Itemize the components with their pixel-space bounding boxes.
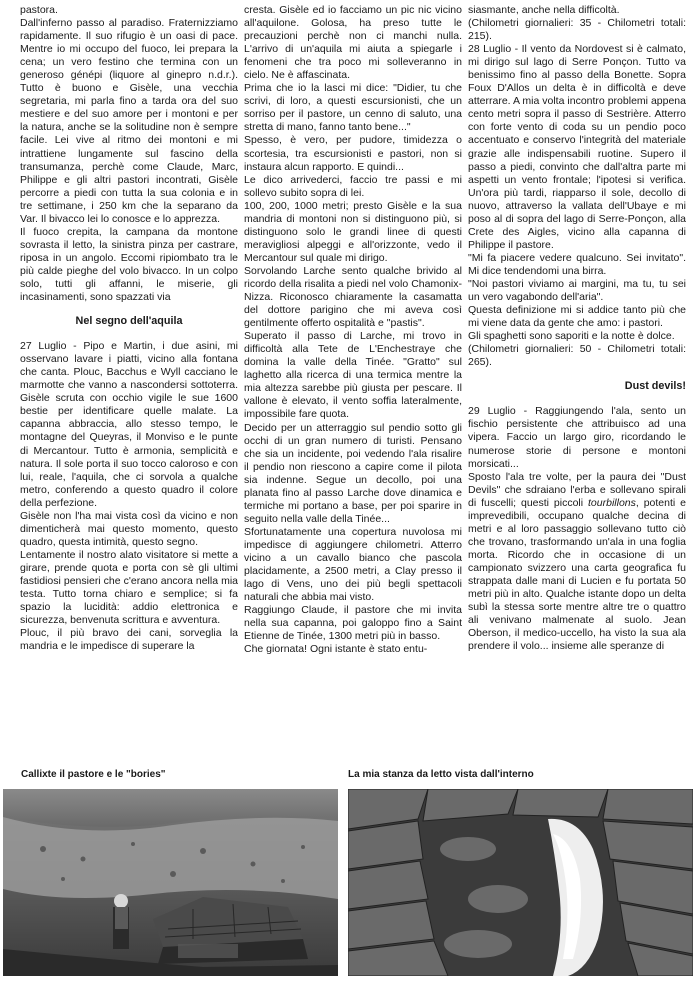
paragraph: 28 Luglio - Il vento da Nordovest si è calmato, mi dirigo sul lago di Serre Ponçon. Tutto va benissimo fino al passo della Bonette. Sopra Foux D'Allos un delta è in difficoltà e deve atterrare. A mia volta incontro problemi appena cento metri sopra il passo di Sestrière. Atterro con forte vento di coda su un pendio poco accentuato e conservo l'integrità del materiale grazie alle indispensabili ruotine. Supero il passo a piedi, convinto che dall'altra parte mi aspetti un vento frontale; l'ipotesi si verifica. Un'ora più tardi, riapparso il sole, decollo di nuovo, attraverso la vallata dell'Ubaye e mi poso al di sopra del lago di Serre-Ponçon, alla Crete des Aigles, vicino alla capanna di Philippe il pastore. (468, 43, 686, 251)
paragraph: siasmante, anche nella difficoltà. (468, 4, 620, 16)
text-run: Sposto l'ala tre volte, per la paura dei "Dust Devils" che sdraiano l'erba e sollevano spirali di fuscelli; questi piccoli (468, 470, 686, 509)
stone-hut-interior-photo-image (348, 789, 693, 976)
paragraph: Dall'inferno passo al paradiso. Fraternizziamo rapidamente. Il suo rifugio è un oasi di pace. Mentre io mi occupo del fuoco, lei prepara la cena; un vero festino che termina con un generoso génépi (liquore al ginepro n.d.r.). Tutto è buono e Gisèle, una vecchia segretaria, mi parla fino a tarda ora del suo mestiere e del suo amore per i montoni e per la natura, anche se la solitudine non è sempre facile. Lei vive al ritmo dei montoni e mi intrattiene lungamente sul fascino della transumanza, perchè come Claude, Marc, Philippe e gli altri pastori incontrati, Gisèle percorre a piedi con tutta la sua colonia e in tre settimane, i 250 km che la separano da Var. Il bivacco lei lo conosce e lo apprezza. (20, 17, 238, 225)
text-column-3 (468, 4, 686, 653)
paragraph: Lentamente il nostro alato visitatore si mette a girare, prende quota e porta con sè gli ultimi fastidiosi pensieri che c'erano ancora nella mia testa. Tutto torna chiaro e semplice; si fa spazio la lucidità: addio elettronica e sicurezza, benvenuta scrittura e avventura. (20, 548, 238, 627)
text-run: , potenti e imprevedibili, occupano qualche decina di metri e al loro passaggio sollevano tutto ciò che trovano, trasformando un'ala in una foglia morta. Ricordo che in occasione di un campionato svizzero una carta geografica fu strappata dalle mani di Lucien e fu portata 50 metri più in alto. Qualche istante dopo un delta subì la stessa sorte mentre altre tre o quattro ali venivano malmenate al suolo. Jean Oberson, il medico-uccello, ha visto la sua ala prendere il volo... insieme alle speranze di (468, 496, 686, 653)
section-heading-dust-devils: Dust devils! (624, 380, 686, 393)
paragraph: (Chilometri giornalieri: 35 - Chilometri totali: 215). (468, 17, 686, 43)
paragraph: pastora. (20, 4, 58, 16)
paragraph (468, 471, 686, 654)
paragraph: 29 Luglio - Raggiungendo l'ala, sento un fischio persistente che attribuisco ad una vipera. Faccio un largo giro, ricordando le numerose storie di persone e montoni morsicati... (468, 405, 686, 470)
paragraph: Raggiungo Claude, il pastore che mi invita nella sua capanna, poi galoppo fino a Saint Etienne de Tinée, 1300 metri più in basso. (244, 604, 462, 643)
text-column-1 (20, 4, 238, 653)
photo-caption-right: La mia stanza da letto vista dall'interno (348, 769, 534, 780)
photo-caption-left: Callixte il pastore e le "bories" (21, 769, 166, 780)
paragraph: (Chilometri giornalieri: 50 - Chilometri totali: 265). (468, 343, 686, 369)
paragraph: Sorvolando Larche sento qualche brivido al ricordo della risalita a piedi nel volo Chamonix-Nizza. Riconosco chiaramente la casamatta del dottore parigino che mi aveva così gentilmente offerto ospitalità e "pastis". (244, 264, 462, 330)
shepherd-hut-photo (3, 789, 338, 976)
paragraph: Sfortunatamente una copertura nuvolosa mi impedisce di aggiungere chilometri. Atterro vicino a un cavallo bianco che pascola placidamente, a 2500 metri, a Clay presso il lago di Vens, uno dei più begli spettacoli naturali che abbia mai visto. (244, 525, 462, 604)
paragraph: 100, 200, 1000 metri; presto Gisèle e la sua mandria di montoni non si distinguono più, si distinguono solo le grandi linee di questi meravigliosi alpeggi e all'orizzonte, vedo il Mercantour sul quale mi dirigo. (244, 199, 462, 264)
paragraph: Plouc, il più bravo dei cani, sorveglia la mandria e le impedisce di superare la (20, 627, 238, 653)
paragraph: Questa definizione mi si addice tanto più che mi viene data da gente che amo: i pastori. (468, 304, 686, 330)
section-heading-eagle: Nel segno dell'aquila (75, 315, 183, 328)
text-column-2 (244, 4, 462, 656)
paragraph: cresta. Gisèle ed io facciamo un pic nic vicino all'aquilone. Golosa, ha preso tutte le precauzioni perchè non ci manchi nulla. L'arrivo di un'aquila mi aiuta a spiegarle i fenomeni che tra poco mi solleveranno in cielo. Ne è affascinata. (244, 4, 462, 82)
paragraph: "Mi fa piacere vedere qualcuno. Sei invitato". Mi dice tendendomi una birra. (468, 251, 686, 277)
paragraph: Superato il passo di Larche, mi trovo in difficoltà alla Tete de L'Enchestraye che domina la valle della Tinée. "Gratto" sul laghetto alla ricerca di una termica mentre la mia altezza sarebbe più giusta per pescare. Il vallone è elevato, il vento soffia lateralmente, impossibile fare quota. (244, 330, 462, 421)
shepherd-hut-photo-image (3, 789, 338, 976)
paragraph: Decido per un atterraggio sul pendio sotto gli occhi di un gran numero di turisti. Pensano che sia un incidente, poi vedendo l'ala risalire il pendio non riescono a capire come il pilota sia indenne. Segue un decollo, poi una planata fino al passo Larche dove dinamica e termiche mi portano a base, per poi sparire in seguito nella valle della Tinée... (244, 421, 462, 525)
stone-hut-interior-photo (348, 789, 693, 976)
paragraph: Prima che io la lasci mi dice: "Didier, tu che scrivi, di loro, a questi escursionisti, che un sorriso per il pastore, un cenno di saluto, una stretta di mano, fanno tanto bene..." (244, 82, 462, 134)
paragraph: Le dico arrivederci, faccio tre passi e mi sollevo subito sopra di lei. (244, 173, 462, 199)
paragraph: Spesso, è vero, per pudore, timidezza o scortesia, tra escursionisti e pastori, non si instaura alcun rapporto. E quindi... (244, 134, 462, 173)
paragraph: 27 Luglio - Pipo e Martin, i due asini, mi osservano lavare i piatti, vicino alla fontana che canta. Plouc, Bacchus e Wyll cacciano le marmotte che vanno a nascondersi sottoterra. Gisèle scruta con occhio vigile le sue 1600 bestie per identificare quelle malate. La capanna abbraccia, allo stesso tempo, le montagne del Queyras, il Monviso e le punte di Mercantour. Tutto è armonia, semplicità e natura. Il sole porta il suo tocco caloroso e con lui, reale, l'aquila, che ci sorvola a qualche metro, conferendo a questo quadro il colore della perfezione. (20, 340, 238, 509)
paragraph: Il fuoco crepita, la campana da montone sovrasta il letto, la sinistra pinza per castrare, riposa in un angolo. Eccomi ripiombato tra le più calde pieghe del volo bivacco. In un colpo solo, tutti gli affanni, le miserie, gli incasinamenti, sono spazzati via (20, 225, 238, 304)
italic-term: tourbillons (588, 496, 636, 509)
paragraph: Che giornata! Ogni istante è stato entu- (244, 643, 428, 656)
paragraph: Gisèle non l'ha mai vista così da vicino e non dimenticherà mai questo momento, questo quadro, questa intimità, questo segno. (20, 509, 238, 548)
paragraph: Gli spaghetti sono saporiti e la notte è dolce. (468, 330, 675, 343)
paragraph: "Noi pastori viviamo ai margini, ma tu, tu sei un vero vagabondo dell'aria". (468, 277, 686, 304)
